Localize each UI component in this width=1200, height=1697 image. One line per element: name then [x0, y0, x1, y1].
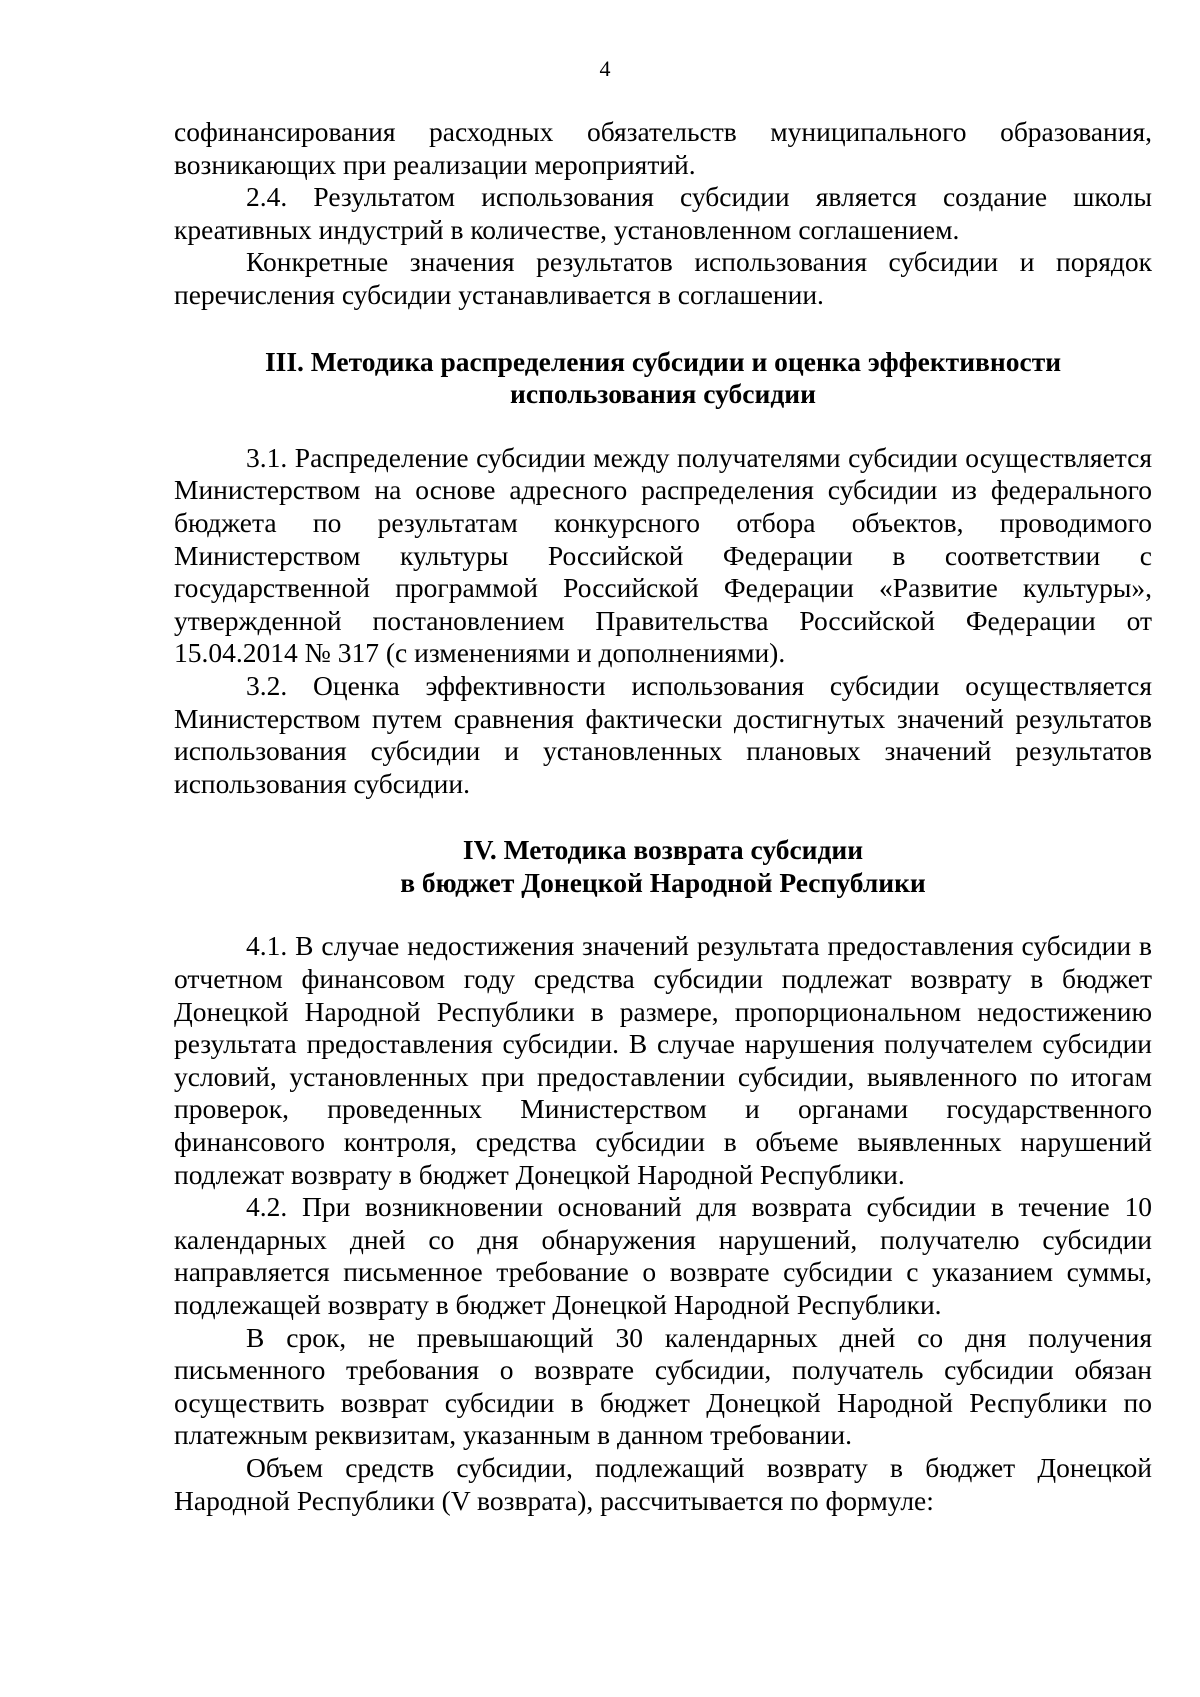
section-3-heading	[174, 346, 1152, 411]
paragraph-2-4: 2.4. Результатом использования субсидии является создание школы креативных индустрий в количестве, установленном соглашением.	[174, 181, 1152, 245]
section-4-heading-line-1: IV. Методика возврата субсидии	[462, 834, 864, 866]
paragraph-3-2: 3.2. Оценка эффективности использования субсидии осуществляется Министерством путем сравнения фактически достигнутых значений результатов использования субсидии и установленных плановых значений результатов использования субсидии.	[174, 669, 1152, 799]
paragraph-3-1: 3.1. Распределение субсидии между получателями субсидии осуществляется Министерством на основе адресного распределения субсидии из федерального бюджета по результатам конкурсного отбора объектов, проводимого Министерством культуры Российской Федерации в соответствии с государственной программой Российской Федерации «Развитие культуры», утвержденной постановлением Правительства Российской Федерации от 15.04.2014 № 317 (с изменениями и дополнениями).	[174, 441, 1152, 669]
page-number: 4	[599, 56, 611, 81]
paragraph-result-values: Конкретные значения результатов использования субсидии и порядок перечисления субсидии устанавливается в соглашении.	[174, 246, 1152, 310]
paragraph-return-formula: Объем средств субсидии, подлежащий возврату в бюджет Донецкой Народной Республики (V возврата), рассчитывается по формуле:	[174, 1451, 1152, 1516]
section-4-heading-line-2: в бюджет Донецкой Народной Республики	[400, 866, 926, 898]
paragraph-4-2: 4.2. При возникновении оснований для возврата субсидии в течение 10 календарных дней со дня обнаружения нарушений, получателю субсидии направляется письменное требование о возврате субсидии с указанием суммы, подлежащей возврату в бюджет Донецкой Народной Республики.	[174, 1191, 1152, 1320]
section-3-heading-line-2: использования субсидии	[510, 378, 816, 410]
section-3-heading-line-1: III. Методика распределения субсидии и оценка эффективности	[264, 345, 1062, 377]
paragraph-4-1: 4.1. В случае недостижения значений результата предоставления субсидии в отчетном финансовом году средства субсидии подлежат возврату в бюджет Донецкой Народной Республики в размере, пропорциональном недостижению результата предоставления субсидии. В случае нарушения получателем субсидии условий, установленных при предоставлении субсидии, выявленного по итогам проверок, проведенных Министерством и органами государственного финансового контроля, средства субсидии в объеме выявленных нарушений подлежат возврату в бюджет Донецкой Народной Республики.	[174, 930, 1152, 1190]
paragraph-continuation: софинансирования расходных обязательств муниципального образования, возникающих при реализации мероприятий.	[174, 116, 1152, 180]
document-body	[174, 116, 1152, 1517]
paragraph-return-deadline: В срок, не превышающий 30 календарных дней со дня получения письменного требования о возврате субсидии, получатель субсидии обязан осуществить возврат субсидии в бюджет Донецкой Народной Республики по платежным реквизитам, указанным в данном требовании.	[174, 1321, 1152, 1451]
section-4-heading	[174, 834, 1152, 899]
